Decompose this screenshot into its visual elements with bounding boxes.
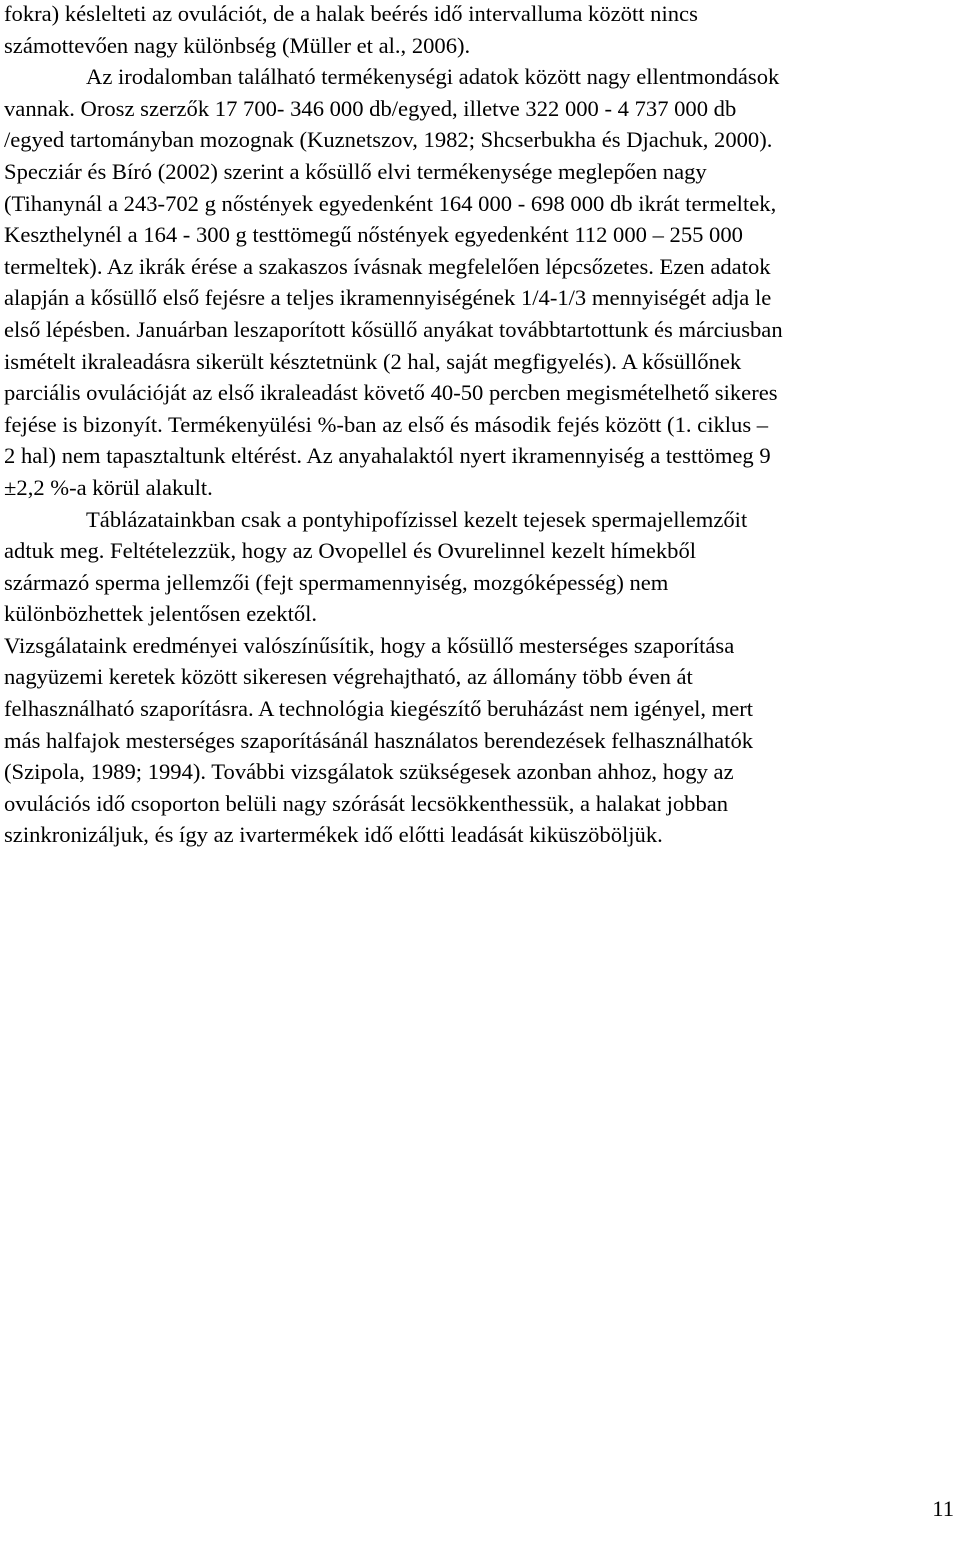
text-line: fokra) késlelteti az ovulációt, de a halak beérés idő intervalluma között nincs (4, 1, 698, 26)
text-line: származó sperma jellemzői (fejt spermamennyiség, mozgóképesség) nem (4, 569, 669, 595)
paragraph-2 (4, 61, 956, 503)
page-number: 11 (932, 1496, 954, 1521)
paragraph-3 (4, 504, 956, 630)
paragraph-1 (4, 0, 956, 61)
text-line: felhasználható szaporításra. A technológia kiegészítő beruházást nem igényel, mert (4, 696, 754, 722)
text-line: parciális ovulációját az első ikraleadást követő 40-50 percben megismételhető sikeres (4, 380, 778, 406)
text-line: Az irodalomban található termékenységi adatok között nagy ellentmondások (86, 64, 780, 90)
text-line: Specziár és Bíró (2002) szerint a kősüllő elvi termékenysége meglepően nagy (4, 158, 707, 184)
paragraph-4 (4, 630, 956, 851)
text-line: nagyüzemi keretek között sikeresen végrehajtható, az állomány több éven át (4, 664, 693, 690)
text-line: ovulációs idő csoporton belüli nagy szórását lecsökkenthessük, a halakat jobban (4, 790, 729, 816)
text-line: 2 hal) nem tapasztaltunk eltérést. Az anyahalaktól nyert ikramennyiség a testtömeg 9 (4, 443, 771, 469)
text-line: /egyed tartományban mozognak (Kuznetszov, 1982; Shcserbukha és Djachuk, 2000). (4, 127, 773, 153)
text-line: Keszthelynél a 164 - 300 g testtömegű nőstények egyedenként 112 000 – 255 000 (4, 222, 743, 248)
text-line: (Tihanynál a 243-702 g nőstények egyedenként 164 000 - 698 000 db ikrát termeltek, (4, 190, 777, 216)
text-line: számottevően nagy különbség (Müller et al., 2006). (4, 32, 471, 58)
text-line: termeltek). Az ikrák érése a szakaszos ívásnak megfelelően lépcsőzetes. Ezen adatok (4, 253, 771, 279)
text-line: első lépésben. Januárban leszaporított kősüllő anyákat továbbtartottunk és márciusban (4, 316, 783, 342)
text-line: adtuk meg. Feltételezzük, hogy az Ovopellel és Ovurelinnel kezelt hímekből (4, 538, 697, 564)
text-line: különbözhettek jelentősen ezektől. (4, 601, 318, 627)
text-line: más halfajok mesterséges szaporításánál használatos berendezések felhasználhatók (4, 727, 754, 753)
text-line: szinkronizáljuk, és így az ivartermékek idő előtti leadását kiküszöböljük. (4, 822, 663, 848)
text-line: ismételt ikraleadásra sikerült késztetnünk (2 hal, saját megfigyelés). A kősüllőnek (4, 348, 742, 374)
text-line: vannak. Orosz szerzők 17 700- 346 000 db/egyed, illetve 322 000 - 4 737 000 db (4, 95, 737, 121)
document-body (4, 0, 956, 851)
text-line: Vizsgálataink eredményei valószínűsítik, hogy a kősüllő mesterséges szaporítása (4, 632, 735, 658)
text-line: fejése is bizonyít. Termékenyülési %-ban az első és második fejés között (1. ciklus – (4, 411, 769, 437)
text-line: (Szipola, 1989; 1994). További vizsgálatok szükségesek azonban ahhoz, hogy az (4, 759, 734, 785)
text-line: ±2,2 %-a körül alakult. (4, 474, 213, 500)
text-line: Táblázatainkban csak a pontyhipofízissel kezelt tejesek spermajellemzőit (86, 506, 748, 532)
text-line: alapján a kősüllő első fejésre a teljes ikramennyiségének 1/4-1/3 mennyiségét adja le (4, 285, 772, 311)
